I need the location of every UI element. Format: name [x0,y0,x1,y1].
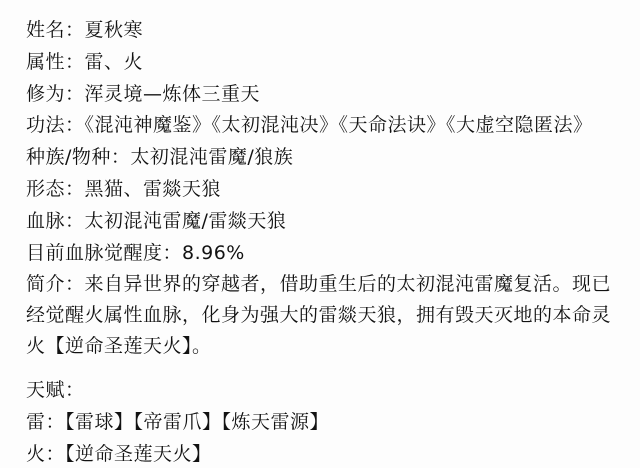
profile-line-name: 姓名：夏秋寒 [26,19,144,41]
profile-line-intro: 简介：来自异世界的穿越者，借助重生后的太初混沌雷魔复活。现已经觉醒火属性血脉，化身为强大的雷燚天狼，拥有毁天灭地的本命灵火【逆命圣莲天火】。 [26,273,612,357]
profile-line-talent-fire: 火：【逆命圣莲天火】 [26,443,212,465]
profile-line-talent-title: 天赋： [26,379,85,401]
profile-line-race: 种族/物种：太初混沌雷魔/狼族 [26,146,294,168]
profile-line-cultivation: 修为：浑灵境—炼体三重天 [26,83,261,105]
profile-line-talent-thunder: 雷：【雷球】【帝雷爪】【炼天雷源】 [26,411,330,433]
profile-line-attribute: 属性：雷、火 [26,51,144,73]
profile-line-techniques: 功法：《混沌神魔鉴》《太初混沌决》《天命法诀》《大虚空隐匿法》 [26,114,593,136]
profile-line-form: 形态：黑猫、雷燚天狼 [26,178,222,200]
profile-line-awakening: 目前血脉觉醒度：8.96% [26,242,245,264]
profile-spacer [26,362,618,374]
profile-line-bloodline: 血脉：太初混沌雷魔/雷燚天狼 [26,210,287,232]
